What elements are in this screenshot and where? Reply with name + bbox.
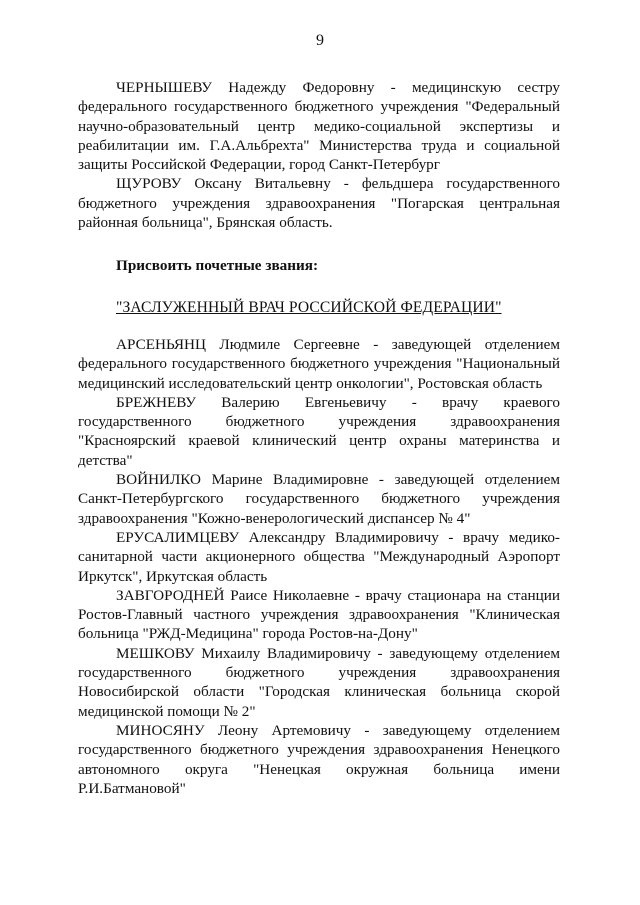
document-body <box>78 78 560 798</box>
award-paragraph-erusalimtsev: ЕРУСАЛИМЦЕВУ Александру Владимировичу - врачу медико-санитарной части акционерного общества "Международный Аэропорт Иркутск", Иркутская область <box>78 528 560 585</box>
award-paragraph-brezhnev: БРЕЖНЕВУ Валерию Евгеньевичу - врачу краевого государственного бюджетного учреждения здравоохранения "Красноярский краевой клинический центр охраны материнства и детства" <box>78 393 560 469</box>
award-paragraph-voynilko: ВОЙНИЛКО Марине Владимировне - заведующей отделением Санкт-Петербургского государственного бюджетного учреждения здравоохранения "Кожно-венерологический диспансер № 4" <box>78 471 560 527</box>
section-heading: Присвоить почетные звания: <box>116 257 319 275</box>
award-paragraph-minosyan: МИНОСЯНУ Леону Артемовичу - заведующему отделением государственного бюджетного учреждения здравоохранения Ненецкого автономного округа "Ненецкая окружная больница имени Р.И.Батмановой" <box>78 721 560 797</box>
award-paragraph-arsenyants: АРСЕНЬЯНЦ Людмиле Сергеевне - заведующей отделением федерального государственного бюджетного учреждения "Национальный медицинский исследовательский центр онкологии", Ростовская область <box>78 335 560 392</box>
award-paragraph-chernysheva: ЧЕРНЫШЕВУ Надежду Федоровну - медицинскую сестру федерального государственного бюджетного учреждения "Федеральный научно-образовательный центр медико-социальной экспертизы и реабилитации им. Г.А.Альбрехта" Министерства труда и социальной защиты Российской Федерации, город Санкт-Петербург <box>78 79 560 174</box>
honorary-title: "ЗАСЛУЖЕННЫЙ ВРАЧ РОССИЙСКОЙ ФЕДЕРАЦИИ" <box>116 298 502 316</box>
award-paragraph-zavgorodnyaya: ЗАВГОРОДНЕЙ Раисе Николаевне - врачу стационара на станции Ростов-Главный частного учреждения здравоохранения "Клиническая больница "РЖД-Медицина" города Ростов-на-Дону" <box>78 586 560 643</box>
page-number: 9 <box>316 32 324 49</box>
award-paragraph-shchurova: ЩУРОВУ Оксану Витальевну - фельдшера государственного бюджетного учреждения здравоохранения "Погарская центральная районная больница", Брянская область. <box>78 175 560 232</box>
award-paragraph-meshkov: МЕШКОВУ Михаилу Владимировичу - заведующему отделением государственного бюджетного учреждения здравоохранения Новосибирской области "Городская клиническая больница скорой медицинской помощи № 2" <box>78 644 560 720</box>
